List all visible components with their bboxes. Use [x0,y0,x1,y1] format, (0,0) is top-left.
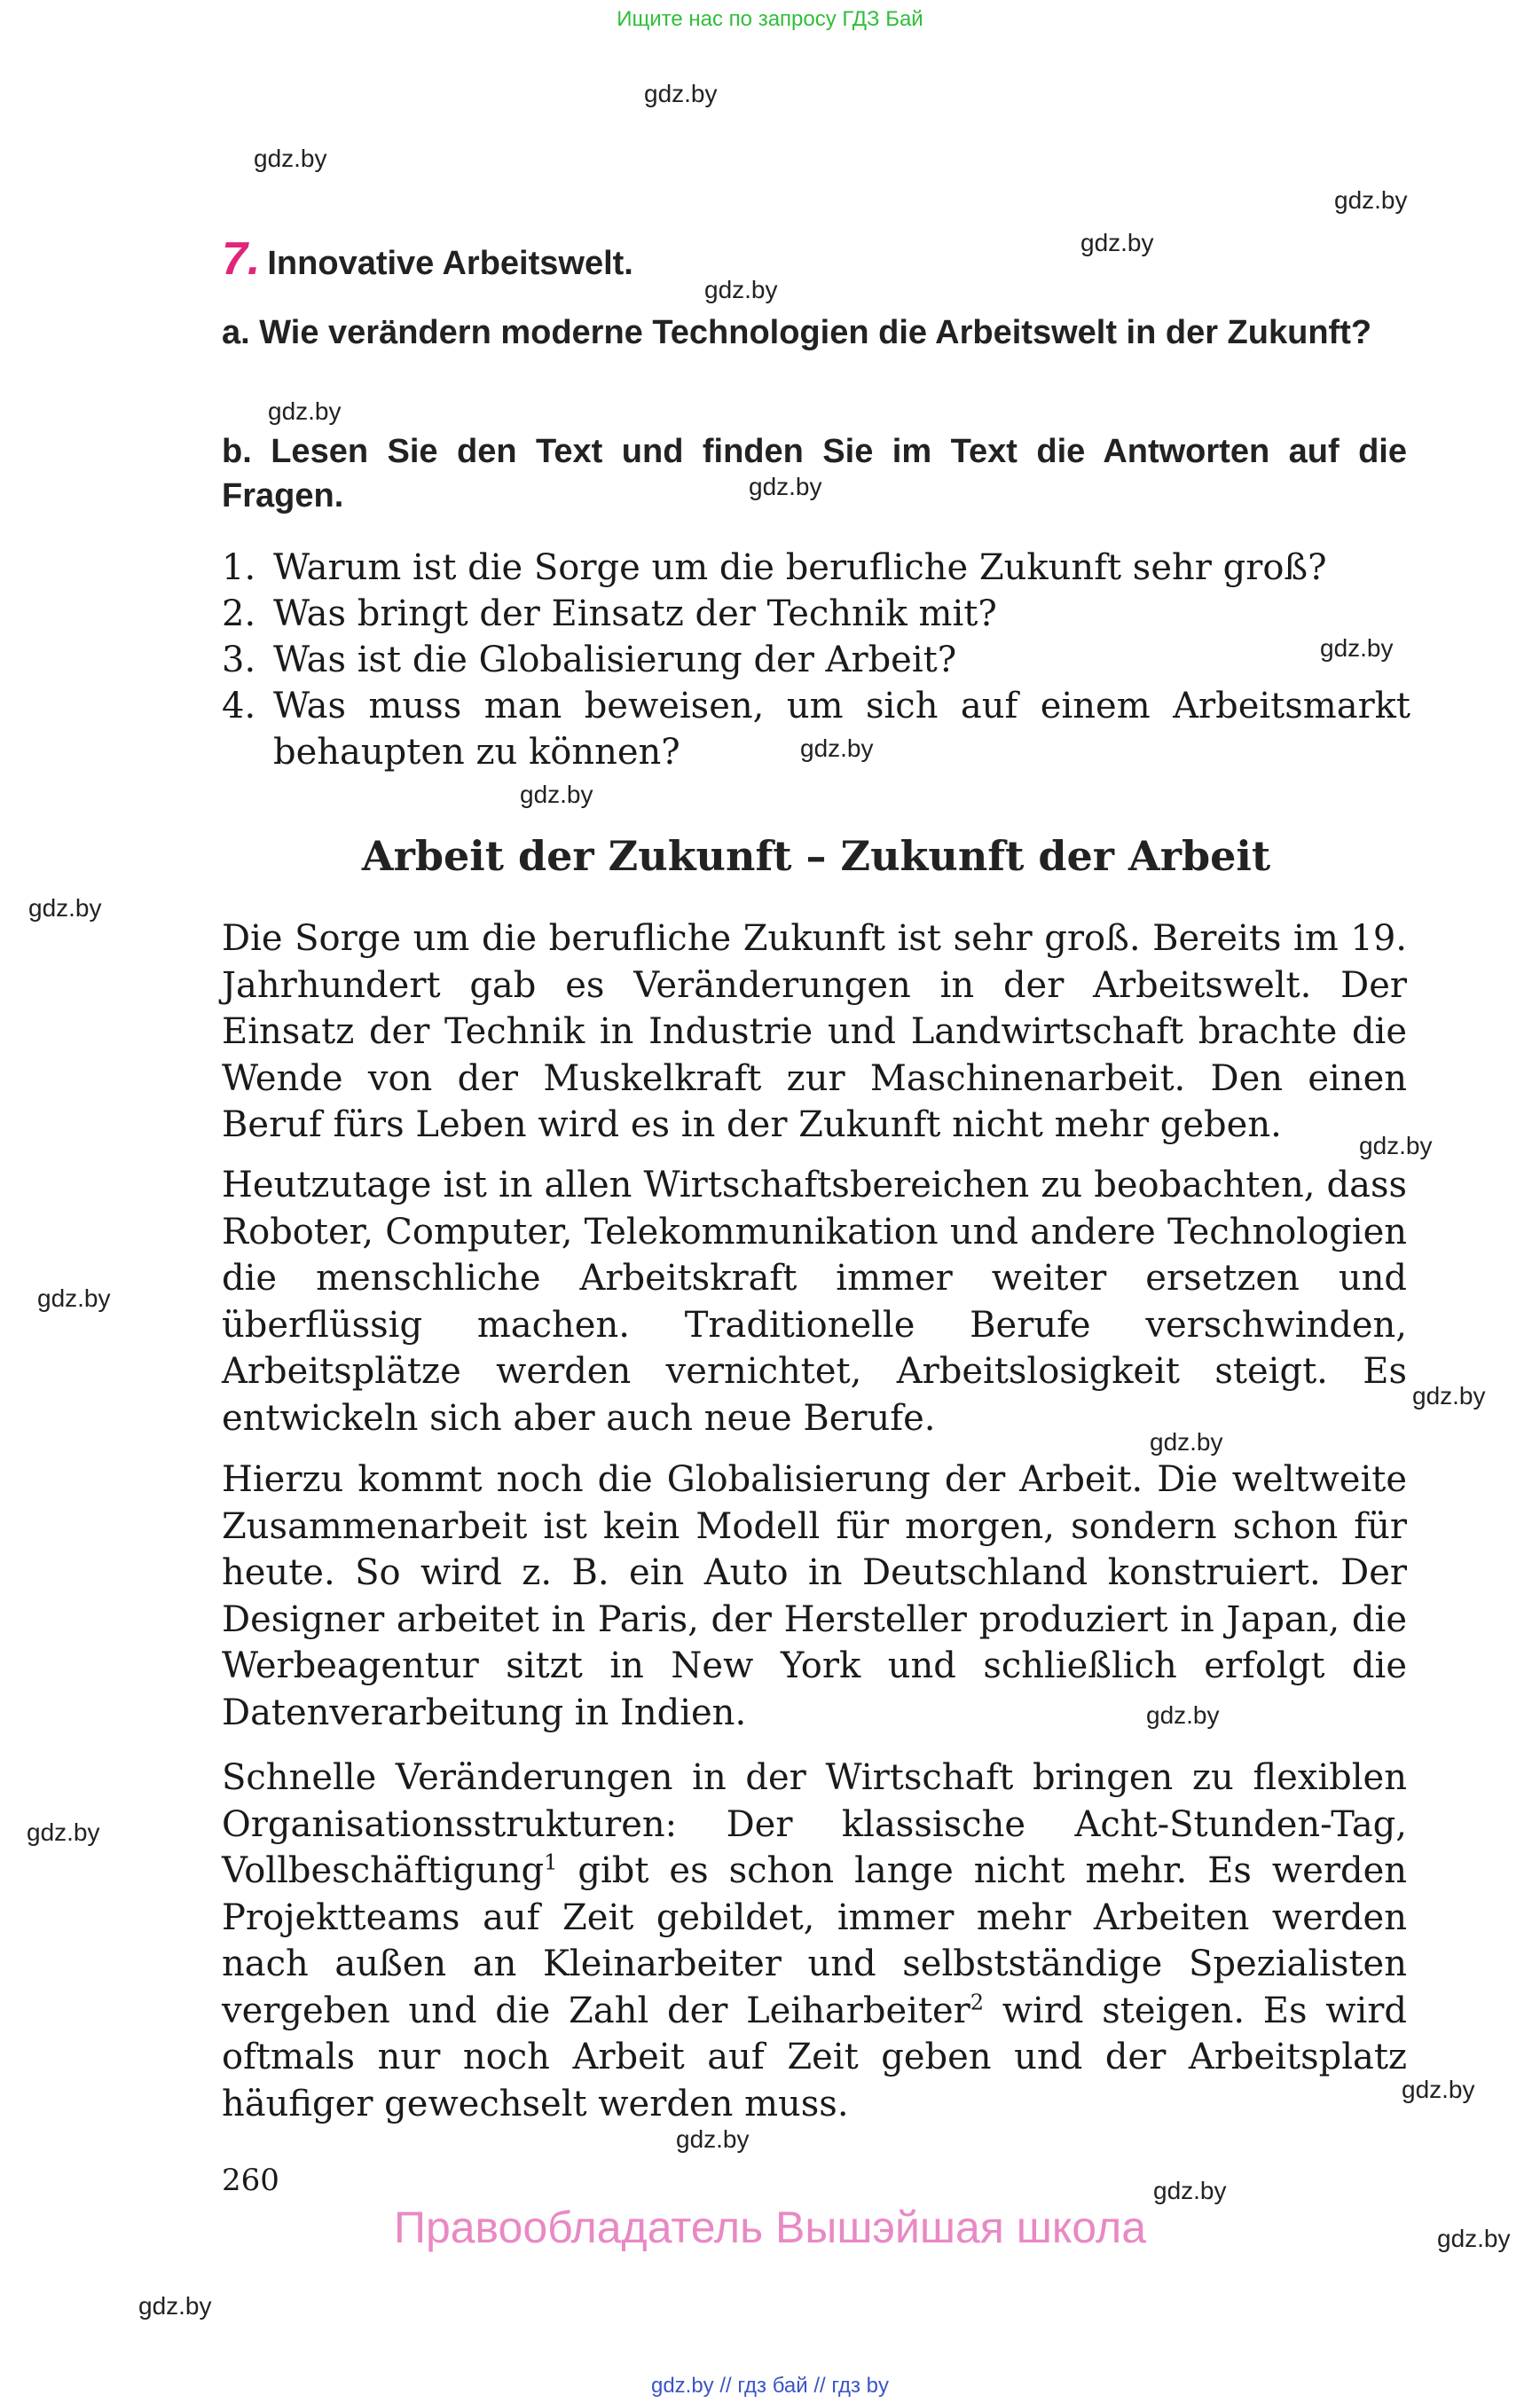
top-banner: Ищите нас по запросу ГДЗ Бай [617,7,923,31]
article-paragraph-4 [222,1755,1407,2127]
page-number: 260 [222,2163,279,2198]
watermark: gdz.by [1359,1132,1433,1159]
watermark: gdz.by [704,276,778,303]
watermark: gdz.by [749,473,822,500]
footer-links: gdz.by // гдз бай // гдз by [650,2374,890,2398]
watermark: gdz.by [1153,2177,1227,2204]
footnote-marker: 1 [544,1849,558,1875]
question-item [222,591,1410,637]
question-item [222,683,1410,775]
watermark: gdz.by [1402,2076,1475,2103]
watermark: gdz.by [1437,2225,1511,2252]
watermark: gdz.by [676,2125,750,2153]
question-list [222,545,1410,775]
paragraph-text: wird steigen. Es wird oftmals nur noch Arbeit auf Zeit geben und der Arbeitsplatz häufiger gewechselt werden muss. [222,1990,1407,2124]
question-number: 3. [222,640,256,680]
question-item [222,637,1410,683]
task-part-b: b. Lesen Sie den Text und finden Sie im Text die Antworten auf die Fragen. [222,433,1407,514]
question-text: Was ist die Globalisierung der Arbeit? [273,640,957,680]
article-paragraph-3: Hierzu kommt noch die Globalisierung der Arbeit. Die weltweite Zusammenarbeit ist kein Modell für morgen, sondern schon für heute. So wird z. B. ein Auto in Deutschland konstruiert. Der Designer arbeitet in Paris, der Hersteller produziert in Japan, die Werbeagentur sitzt in New York und schließlich erfolgt die Datenverarbeitung in Indien. [222,1459,1407,1733]
copyright-holder: Правообладатель Вышэйшая школа [394,2203,1146,2252]
watermark: gdz.by [138,2292,212,2320]
question-number: 4. [222,686,256,726]
watermark: gdz.by [1146,1701,1220,1729]
question-text: Was muss man beweisen, um sich auf einem Arbeitsmarkt behaupten zu können? [273,686,1410,773]
watermark: gdz.by [1334,186,1408,214]
watermark: gdz.by [800,734,874,762]
watermark: gdz.by [520,781,593,808]
watermark: gdz.by [1150,1428,1223,1456]
task-heading [222,232,633,286]
footnote-marker: 2 [970,1990,985,2015]
paragraph-text: Schnelle Veränderungen in der Wirtschaft bringen zu flexiblen Organisationsstrukturen: Der klassische Acht-Stunden-Tag, Vollbeschäftigung [222,1757,1407,1891]
paragraph-text: gibt es schon lange nicht mehr. Es werden Projektteams auf Zeit gebildet, immer mehr Arbeiten werden nach außen an Kleinarbeiter und selbstständige Spezialisten vergeben und die Zahl der Leiharbeiter [222,1850,1407,2031]
article-paragraph-1: Die Sorge um die berufliche Zukunft ist sehr groß. Bereits im 19. Jahrhundert gab es Veränderungen in der Arbeitswelt. Der Einsatz der Technik in Industrie und Landwirtschaft brachte die Wende von der Muskelkraft zur Maschinenarbeit. Den einen Beruf fürs Leben wird es in der Zukunft nicht mehr geben. [222,918,1407,1145]
task-title: Innovative Arbeitswelt. [267,245,633,282]
watermark: gdz.by [1320,634,1394,662]
question-number: 2. [222,593,256,634]
task-number: 7. [222,233,261,285]
watermark: gdz.by [1080,229,1154,256]
watermark: gdz.by [37,1284,111,1312]
watermark: gdz.by [27,1818,100,1846]
article-title: Arbeit der Zukunft – Zukunft der Arbeit [361,832,1271,880]
question-item [222,545,1410,591]
question-number: 1. [222,547,256,588]
watermark: gdz.by [254,145,327,172]
watermark: gdz.by [268,397,342,425]
watermark: gdz.by [28,894,102,922]
watermark: gdz.by [644,80,718,107]
question-text: Warum ist die Sorge um die berufliche Zukunft sehr groß? [273,547,1327,588]
task-part-a: a. Wie verändern moderne Technologien die Arbeitswelt in der Zukunft? [222,314,1372,351]
question-text: Was bringt der Einsatz der Technik mit? [273,593,997,634]
article-paragraph-2: Heutzutage ist in allen Wirtschaftsbereichen zu beobachten, dass Roboter, Computer, Telekommunikation und andere Technologien die menschliche Arbeitskraft immer weiter ersetzen und überflüssig machen. Traditionelle Berufe verschwinden, Arbeitsplätze werden vernichtet, Arbeitslosigkeit steigt. Es entwickeln sich aber auch neue Berufe. [222,1165,1407,1439]
watermark: gdz.by [1412,1382,1486,1410]
